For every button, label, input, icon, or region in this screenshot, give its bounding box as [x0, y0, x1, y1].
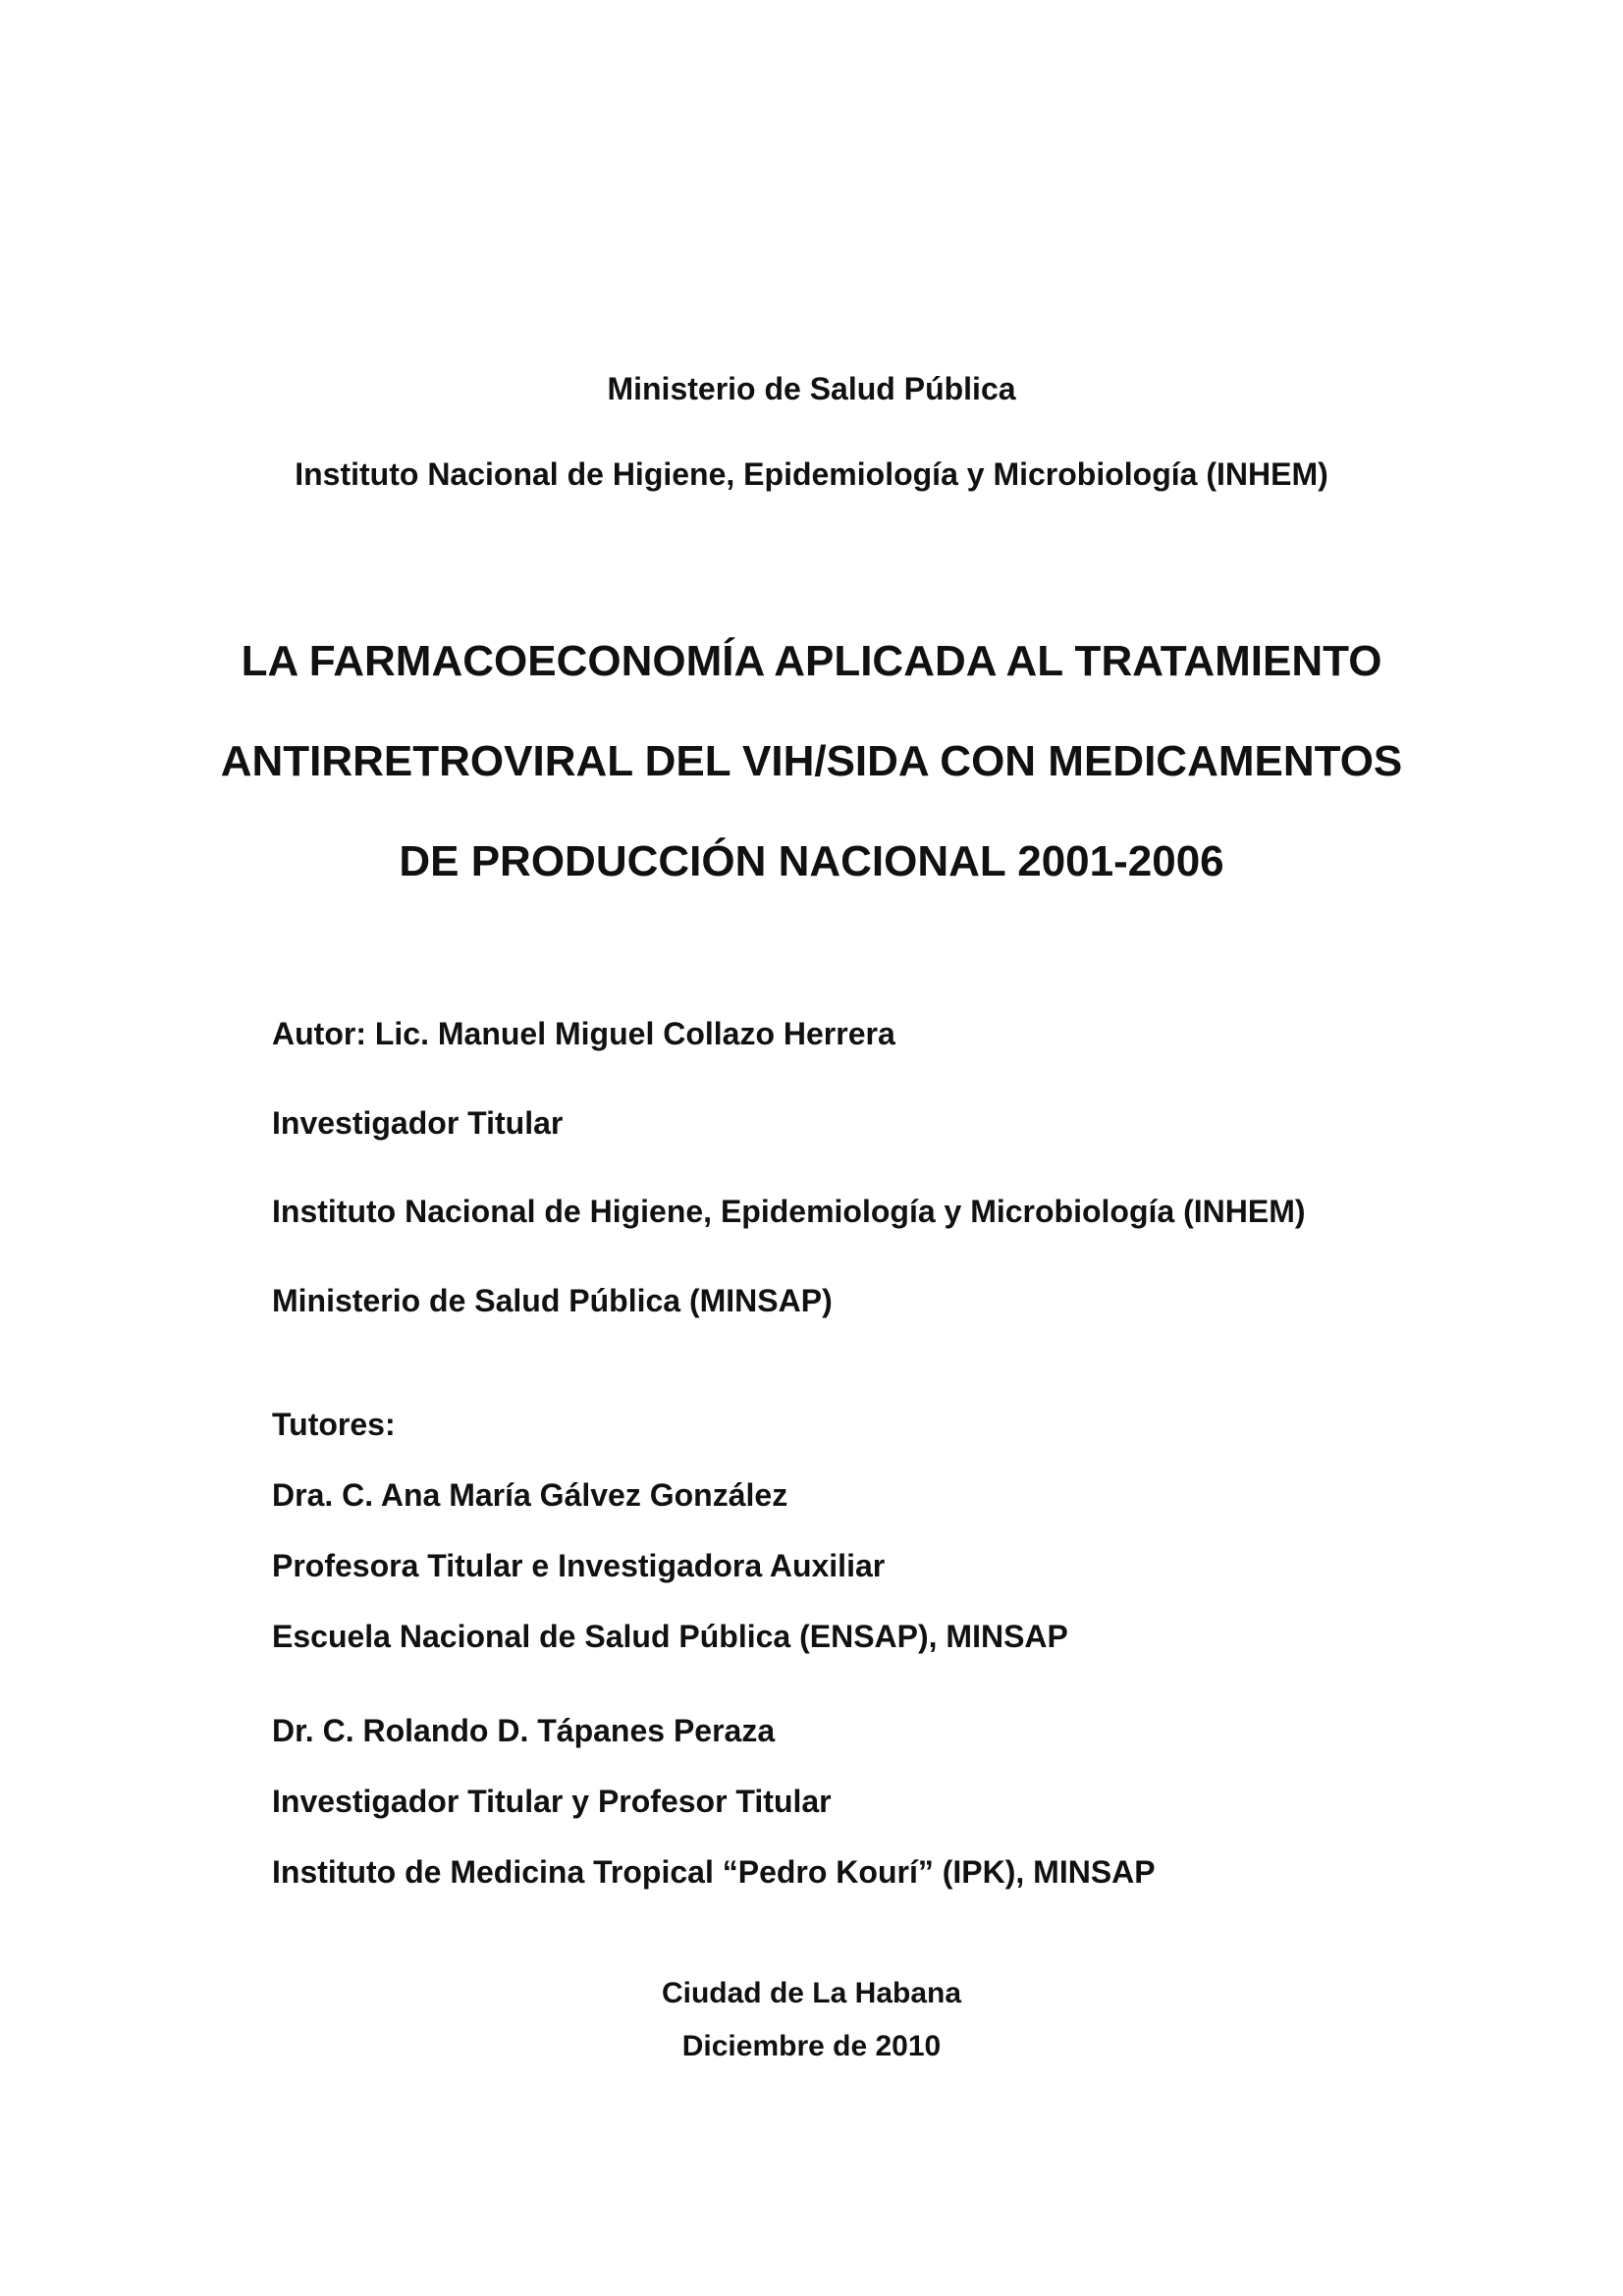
header-institute: Instituto Nacional de Higiene, Epidemiología y Microbiología (INHEM)	[295, 456, 1328, 492]
tutors-heading: Tutores:	[272, 1407, 396, 1442]
author-institute: Instituto Nacional de Higiene, Epidemiología y Microbiología (INHEM)	[272, 1194, 1306, 1229]
footer-city: Ciudad de La Habana	[661, 1977, 962, 2009]
header-ministry: Ministerio de Salud Pública	[607, 371, 1016, 406]
author-name: Autor: Lic. Manuel Miguel Collazo Herrera	[272, 1016, 895, 1051]
author-position: Investigador Titular	[272, 1105, 564, 1141]
tutor-1-position: Profesora Titular e Investigadora Auxiliar	[272, 1548, 886, 1583]
tutor-2-position: Investigador Titular y Profesor Titular	[272, 1784, 832, 1819]
title-line-1: LA FARMACOECONOMÍA APLICADA AL TRATAMIENTO	[241, 637, 1382, 685]
tutor-1-name: Dra. C. Ana María Gálvez González	[272, 1477, 788, 1513]
tutor-1-institution: Escuela Nacional de Salud Pública (ENSAP), MINSAP	[272, 1619, 1068, 1654]
footer-date: Diciembre de 2010	[681, 2030, 942, 2062]
tutor-2-name: Dr. C. Rolando D. Tápanes Peraza	[272, 1713, 776, 1748]
author-ministry: Ministerio de Salud Pública (MINSAP)	[272, 1283, 833, 1318]
tutor-2-institution: Instituto de Medicina Tropical “Pedro Kourí” (IPK), MINSAP	[272, 1854, 1156, 1890]
title-line-3: DE PRODUCCIÓN NACIONAL 2001-2006	[399, 837, 1224, 885]
title-line-2: ANTIRRETROVIRAL DEL VIH/SIDA CON MEDICAMENTOS	[220, 737, 1403, 785]
